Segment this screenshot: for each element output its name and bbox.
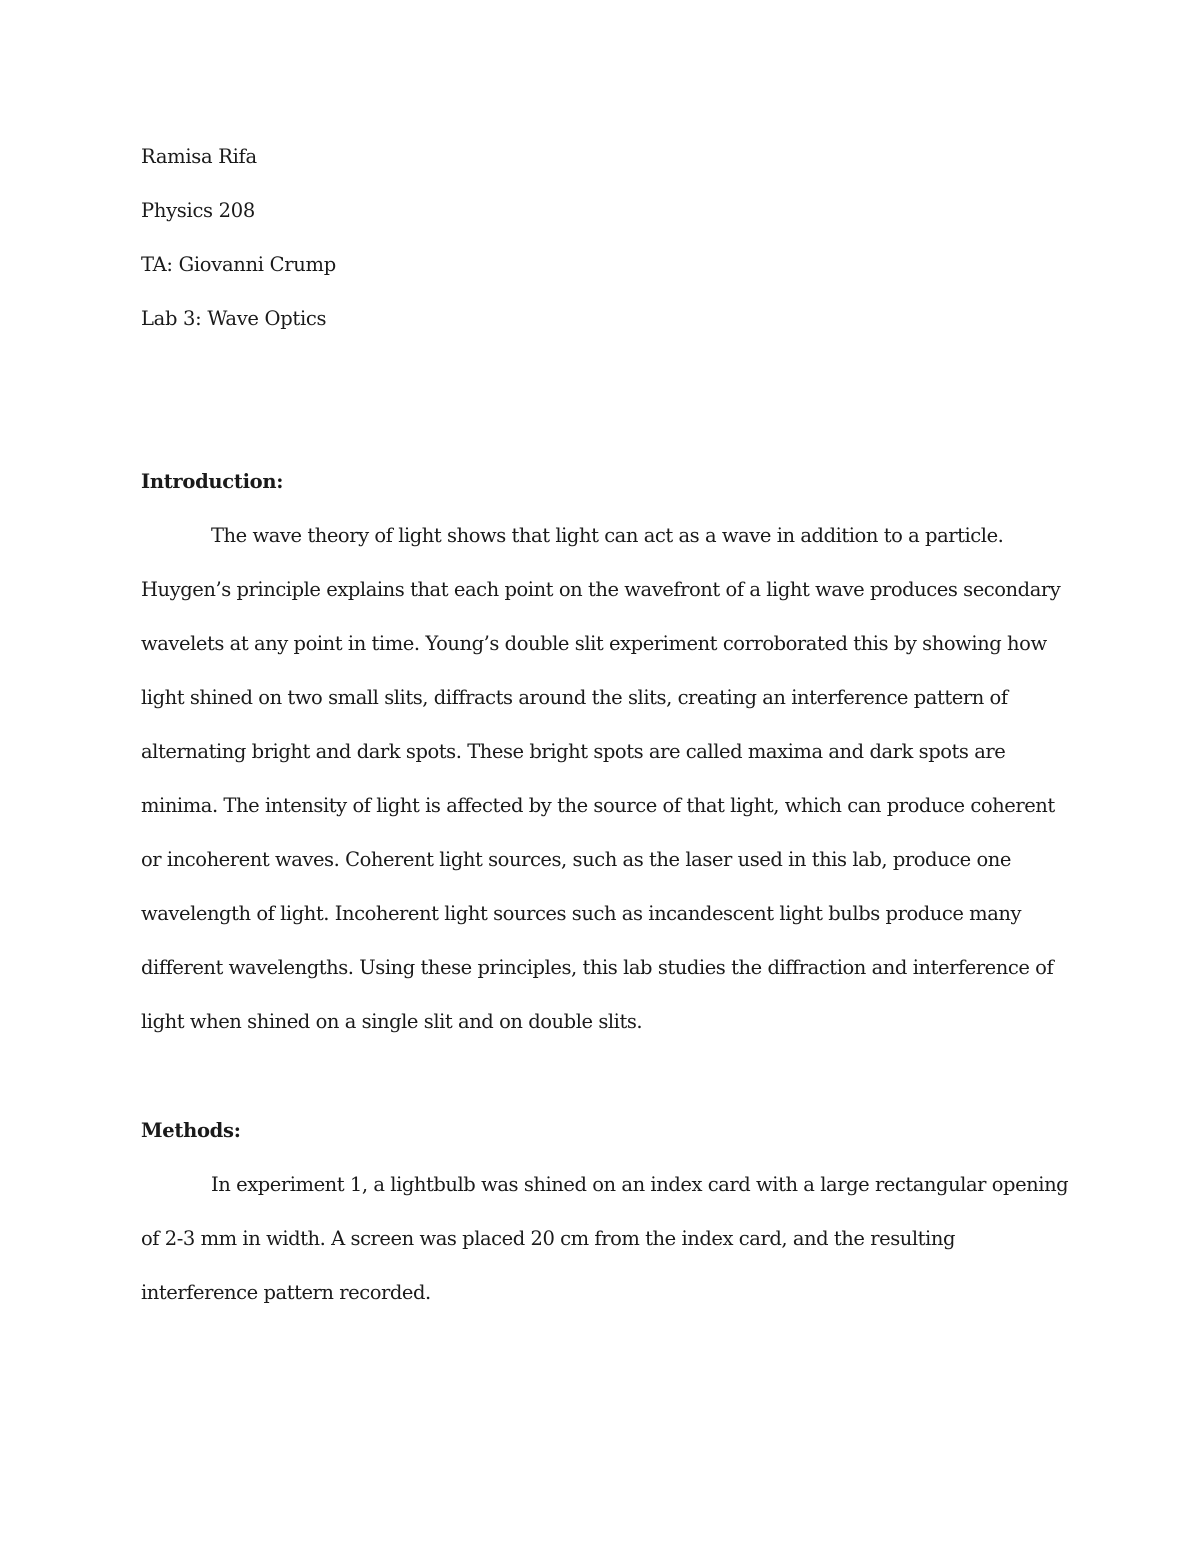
- paragraph-line: minima. The intensity of light is affected by the source of that light, which can produce coherent: [141, 794, 1055, 817]
- paragraph-line: The wave theory of light shows that light can act as a wave in addition to a particle.: [211, 524, 1004, 547]
- introduction-heading: Introduction:: [141, 470, 284, 493]
- paragraph-line: wavelets at any point in time. Young’s double slit experiment corroborated this by showing how: [141, 632, 1047, 655]
- paragraph-line: alternating bright and dark spots. These bright spots are called maxima and dark spots are: [141, 740, 1006, 763]
- paragraph-line: wavelength of light. Incoherent light sources such as incandescent light bulbs produce many: [141, 902, 1022, 925]
- paragraph-line: or incoherent waves. Coherent light sources, such as the laser used in this lab, produce one: [141, 848, 1011, 871]
- ta-name: TA: Giovanni Crump: [141, 253, 336, 276]
- paragraph-line: interference pattern recorded.: [141, 1281, 431, 1304]
- paragraph-line: Huygen’s principle explains that each point on the wavefront of a light wave produces secondary: [141, 578, 1061, 601]
- author-name: Ramisa Rifa: [141, 145, 257, 168]
- paragraph-line: of 2-3 mm in width. A screen was placed 20 cm from the index card, and the resulting: [141, 1227, 955, 1250]
- lab-title: Lab 3: Wave Optics: [141, 307, 327, 330]
- paragraph-line: In experiment 1, a lightbulb was shined on an index card with a large rectangular opening: [211, 1173, 1069, 1196]
- course-name: Physics 208: [141, 199, 255, 222]
- paragraph-line: light when shined on a single slit and on double slits.: [141, 1010, 643, 1033]
- paragraph-line: light shined on two small slits, diffracts around the slits, creating an interference pattern of: [141, 686, 1008, 709]
- paragraph-line: different wavelengths. Using these principles, this lab studies the diffraction and interference of: [141, 956, 1054, 979]
- methods-heading: Methods:: [141, 1119, 241, 1142]
